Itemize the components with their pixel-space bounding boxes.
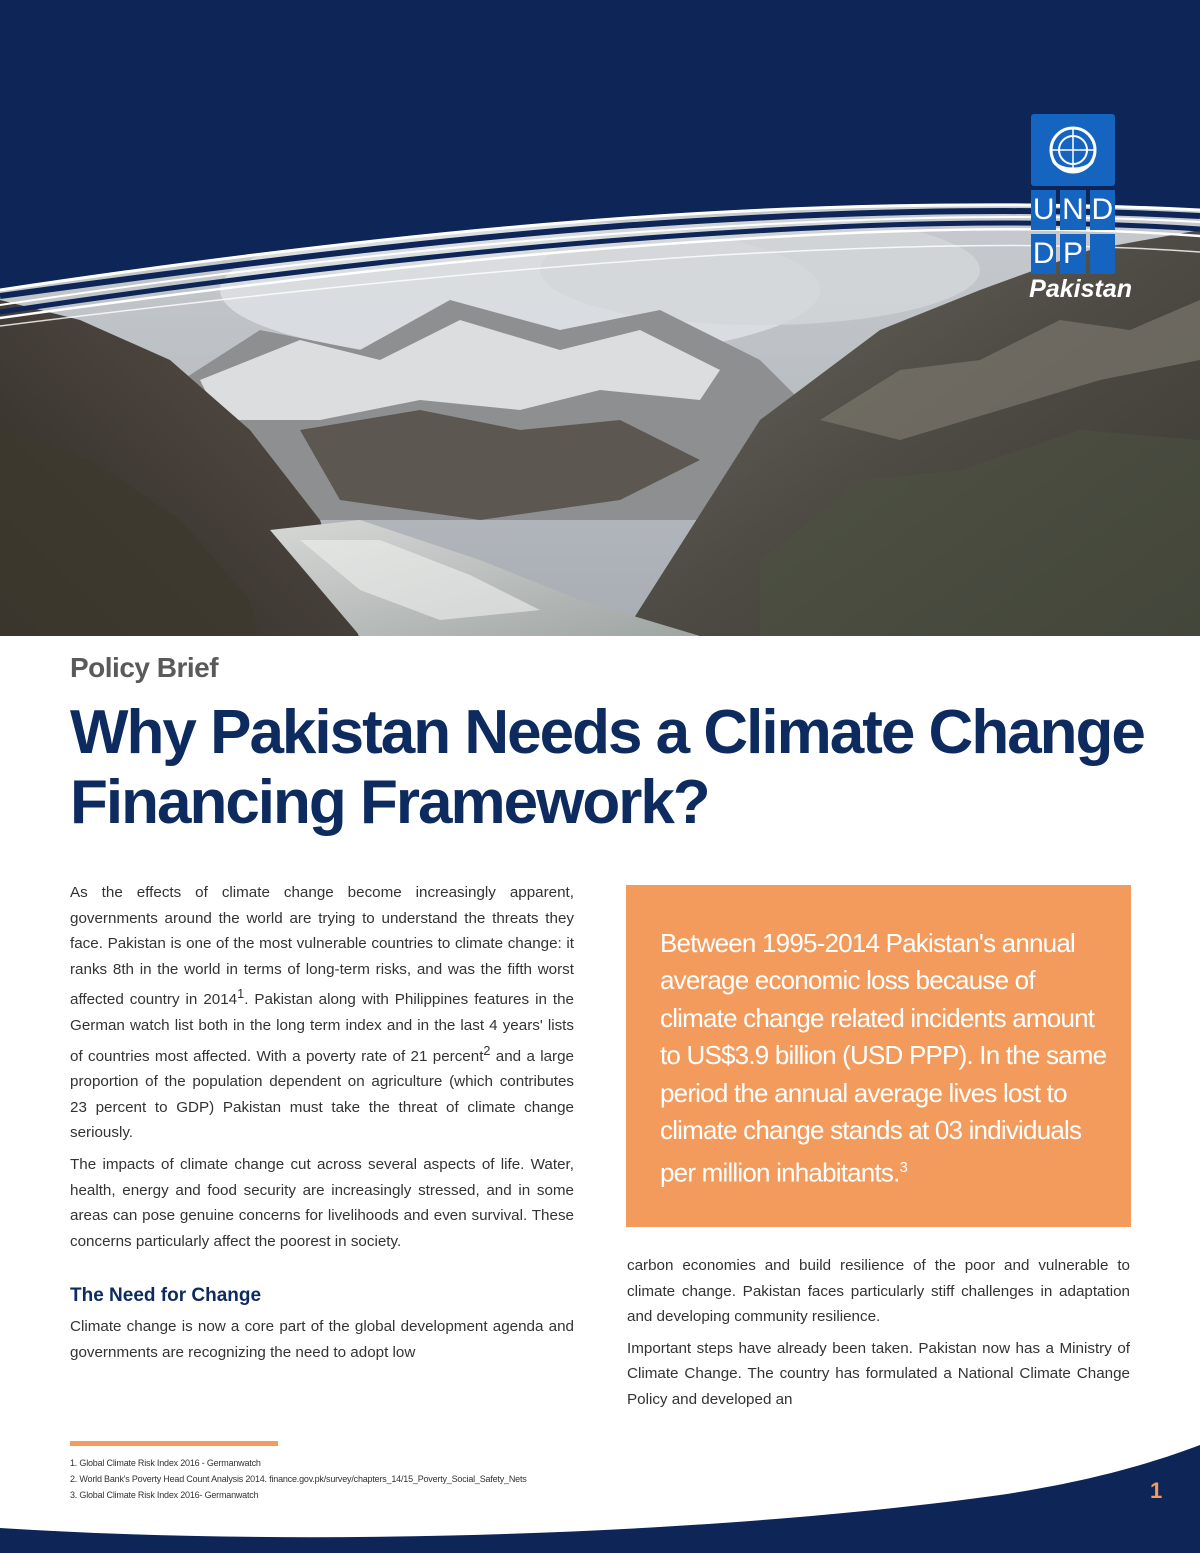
logo-letter-u: U: [1031, 190, 1056, 230]
footnotes: [70, 1455, 770, 1503]
continued-paragraph: carbon economies and build resilience of the poor and vulnerable to climate change. Pakistan faces particularly stiff challenges in adaptation and developing community resilience.: [627, 1257, 1130, 1326]
un-emblem-icon: [1031, 114, 1115, 186]
page-title: Why Pakistan Needs a Climate Change Financing Framework?: [70, 698, 1144, 837]
intro-text-c: and a large proportion of the population dependent on agriculture (which contributes 23 percent to GDP) Pakistan must take the threat of climate change seriously.: [70, 1047, 574, 1142]
need-for-change-paragraph: Climate change is now a core part of the global development agenda and governments are recognizing the need to adopt low: [70, 1318, 574, 1362]
mountain-valley-photo: [0, 0, 1200, 636]
intro-text-a: As the effects of climate change become increasingly apparent, governments around the world are trying to understand the threats they face. Pakistan is one of the most vulnerable countries to climate change: it ranks 8th in the world in terms of long-term risks, and was the fifth worst affected country in 2014: [70, 884, 574, 1009]
footnote-divider: [70, 1441, 278, 1446]
undp-logo: [1016, 100, 1132, 303]
footnote-3: 3. Global Climate Risk Index 2016- Germanwatch: [70, 1490, 259, 1500]
callout-text: [660, 925, 1110, 1193]
logo-country-name: Pakistan: [1029, 275, 1132, 303]
left-column: [70, 880, 574, 1372]
impacts-paragraph: The impacts of climate change cut across several aspects of life. Water, health, energy and food security are increasingly stressed, and in some areas can pose genuine concerns for livelihoods and even survival. These concerns particularly affect the poorest in society.: [70, 1156, 574, 1250]
footnote-ref-2: 2: [483, 1043, 491, 1058]
intro-paragraph: [70, 880, 574, 1146]
page-number: 1: [1150, 1478, 1163, 1503]
statistics-callout-box: [626, 885, 1131, 1227]
footnote-ref-1: 1: [237, 987, 245, 1002]
logo-empty-cell: [1090, 234, 1115, 274]
right-column: [627, 1253, 1130, 1419]
section-heading: The Need for Change: [70, 1285, 262, 1307]
document-label: Policy Brief: [70, 652, 219, 683]
intro-text-b: . Pakistan along with Philippines features in the German watch list both in the long term index and in the last 4 years' lists of countries most affected. With a poverty rate of 21 percent: [70, 991, 574, 1065]
footnote-1: 1. Global Climate Risk Index 2016 - Germanwatch: [70, 1458, 261, 1468]
hero-banner: [0, 0, 1200, 636]
callout-body: Between 1995-2014 Pakistan's annual average economic loss because of climate change related incidents amount to US$3.9 billion (USD PPP). In the same period the annual average lives lost to climate change stands at 03 individuals per million inhabitants.: [660, 928, 1107, 1189]
steps-taken-paragraph: Important steps have already been taken. Pakistan now has a Ministry of Climate Change. The country has formulated a National Climate Change Policy and developed an: [627, 1339, 1130, 1408]
undp-letter-grid: [1031, 190, 1115, 274]
logo-letter-d: D: [1090, 190, 1115, 230]
footnote-ref-3: 3: [899, 1159, 908, 1177]
logo-letter-n: N: [1060, 190, 1085, 230]
logo-letter-d-2: D: [1031, 234, 1056, 274]
footnote-2: 2. World Bank's Poverty Head Count Analysis 2014. finance.gov.pk/survey/chapters_14/15_Poverty_Social_Safety_Nets: [70, 1474, 527, 1484]
logo-letter-p: P: [1060, 234, 1085, 274]
